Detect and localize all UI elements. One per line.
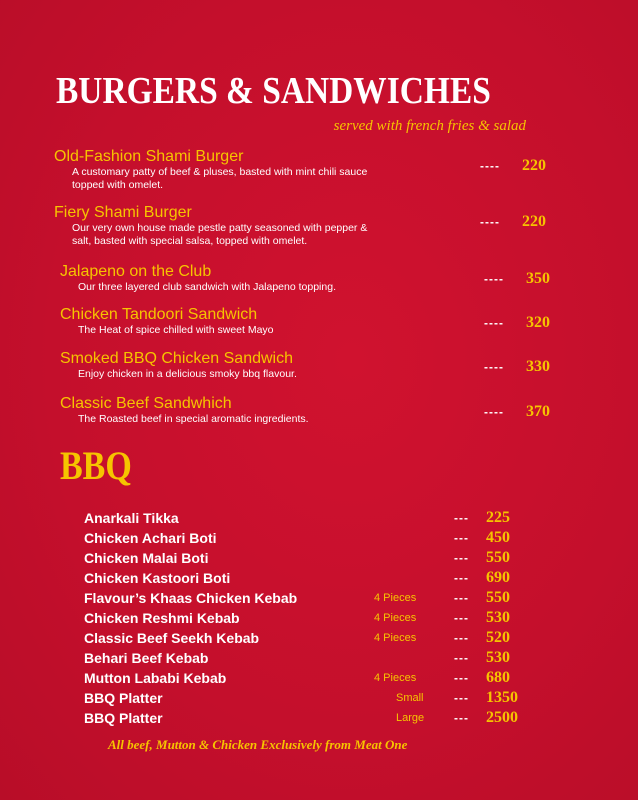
item-price: 225 [486,509,510,526]
item-portion-note: 4 Pieces [374,592,417,604]
bbq-item [84,608,544,628]
item-price: 530 [486,649,510,666]
item-description: Our three layered club sandwich with Jalapeno topping. [78,281,336,293]
item-price: 450 [486,529,510,546]
item-name: Flavour’s Khaas Chicken Kebab [84,590,298,606]
item-portion-note: Large [396,712,425,724]
price-dashes: --- [454,611,469,625]
bbq-item [84,588,544,608]
item-description: The Roasted beef in special aromatic ingredients. [78,413,309,425]
price-dashes: --- [454,631,469,645]
item-name: Chicken Achari Boti [84,530,217,546]
price-dashes: --- [454,531,469,545]
item-name: Chicken Reshmi Kebab [84,610,240,626]
item-name: Smoked BBQ Chicken Sandwich [60,350,293,367]
price-dashes: ---- [484,360,504,374]
item-price: 520 [486,629,510,646]
item-name: Fiery Shami Burger [54,204,192,221]
item-portion-note: 4 Pieces [374,632,417,644]
item-name: BBQ Platter [84,690,163,706]
item-price: 330 [526,358,550,375]
price-dashes: ---- [484,316,504,330]
section-title-bbq: BBQ [60,443,132,488]
item-description: salt, basted with special salsa, topped with omelet. [72,235,308,247]
bbq-item [84,508,544,528]
bbq-item [84,648,544,668]
footer-note: All beef, Mutton & Chicken Exclusively from Meat One [108,737,408,752]
price-dashes: --- [454,511,469,525]
item-description: A customary patty of beef & pluses, basted with mint chili sauce [72,166,368,178]
item-portion-note: 4 Pieces [374,672,417,684]
price-dashes: --- [454,591,469,605]
item-name: Classic Beef Sandwhich [60,395,232,412]
item-name: Chicken Tandoori Sandwich [60,306,258,323]
item-portion-note: 4 Pieces [374,612,417,624]
price-dashes: ---- [484,405,504,419]
bbq-item [84,628,544,648]
item-description: Our very own house made pestle patty seasoned with pepper & [72,222,368,234]
item-price: 350 [526,270,550,287]
item-description: topped with omelet. [72,179,164,191]
item-name: Old-Fashion Shami Burger [54,148,244,165]
price-dashes: --- [454,691,469,705]
item-price: 680 [486,669,510,686]
item-price: 2500 [486,709,518,726]
item-price: 530 [486,609,510,626]
item-name: Chicken Kastoori Boti [84,570,231,586]
section-subtitle-burgers: served with french fries & salad [333,118,526,134]
item-price: 1350 [486,689,518,706]
item-price: 220 [522,157,546,174]
item-price: 690 [486,569,510,586]
item-name: Behari Beef Kebab [84,650,209,666]
price-dashes: ---- [484,272,504,286]
item-price: 220 [522,213,546,230]
item-name: Chicken Malai Boti [84,550,209,566]
item-name: Classic Beef Seekh Kebab [84,630,260,646]
item-name: BBQ Platter [84,710,163,726]
item-description: The Heat of spice chilled with sweet Mayo [78,324,274,336]
item-price: 550 [486,549,510,566]
bbq-item [84,528,544,548]
item-description: Enjoy chicken in a delicious smoky bbq flavour. [78,368,297,380]
price-dashes: ---- [480,159,500,173]
price-dashes: ---- [480,215,500,229]
price-dashes: --- [454,671,469,685]
price-dashes: --- [454,651,469,665]
item-name: Jalapeno on the Club [60,263,212,280]
item-price: 370 [526,403,550,420]
bbq-item [84,688,544,708]
item-portion-note: Small [396,692,424,704]
section-title-burgers: BURGERS & SANDWICHES [56,70,491,112]
bbq-item [84,548,544,568]
item-name: Mutton Lababi Kebab [84,670,227,686]
price-dashes: --- [454,571,469,585]
item-price: 320 [526,314,550,331]
price-dashes: --- [454,551,469,565]
price-dashes: --- [454,711,469,725]
item-name: Anarkali Tikka [84,510,179,526]
bbq-item [84,568,544,588]
bbq-item [84,708,544,728]
bbq-item [84,668,544,688]
item-price: 550 [486,589,510,606]
